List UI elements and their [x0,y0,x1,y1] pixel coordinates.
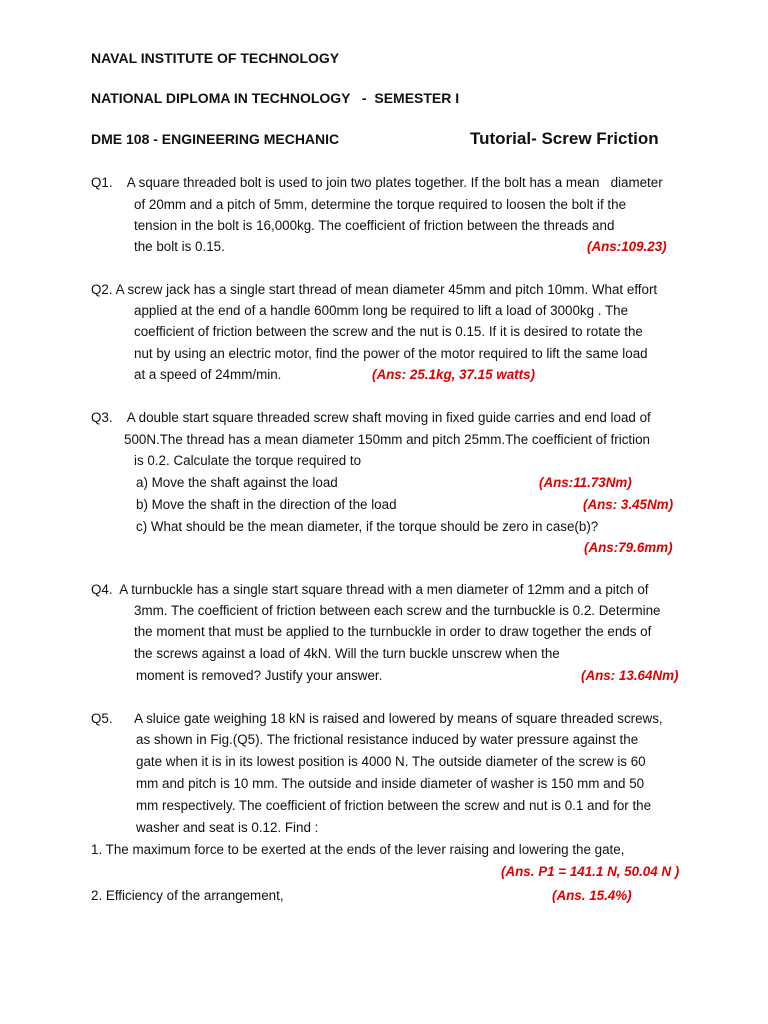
q5-part-2: 2. Efficiency of the arrangement, [91,888,284,903]
q4-line-1: Q4. A turnbuckle has a single start square thread with a men diameter of 12mm and a pitch of [91,582,649,597]
q3-part-a: a) Move the shaft against the load [136,475,338,490]
q3-line-2: 500N.The thread has a mean diameter 150mm and pitch 25mm.The coefficient of friction [124,432,650,447]
q5-line-6: washer and seat is 0.12. Find : [136,820,319,835]
q3-part-b: b) Move the shaft in the direction of the load [136,497,397,512]
q5-part-1-answer: (Ans. P1 = 141.1 N, 50.04 N ) [501,864,680,879]
q1-line-2: of 20mm and a pitch of 5mm, determine the torque required to loosen the bolt if the [134,197,627,212]
q1-line-4: the bolt is 0.15. [134,239,225,254]
q2-answer: (Ans: 25.1kg, 37.15 watts) [372,367,535,382]
program-heading: NATIONAL DIPLOMA IN TECHNOLOGY - SEMESTER I [91,90,460,106]
q5-line-4: mm and pitch is 10 mm. The outside and inside diameter of washer is 150 mm and 50 [136,776,645,791]
q4-line-2: 3mm. The coefficient of friction between each screw and the turnbuckle is 0.2. Determine [134,603,661,618]
q5-line-5: mm respectively. The coefficient of friction between the screw and nut is 0.1 and for the [136,798,652,813]
q4-line-3: the moment that must be applied to the turnbuckle in order to draw together the ends of [134,624,652,639]
q3-part-c-answer: (Ans:79.6mm) [584,540,673,555]
q4-answer: (Ans: 13.64Nm) [581,668,679,683]
q5-part-1: 1. The maximum force to be exerted at the ends of the lever raising and lowering the gate, [91,842,625,857]
tutorial-title: Tutorial- Screw Friction [470,129,659,148]
q2-line-3: coefficient of friction between the screw and the nut is 0.15. If it is desired to rotate the [134,324,643,339]
q4-line-5: moment is removed? Justify your answer. [136,668,383,683]
q2-line-1: Q2. A screw jack has a single start thread of mean diameter 45mm and pitch 10mm. What effort [91,282,658,297]
course-heading: DME 108 - ENGINEERING MECHANIC [91,131,340,147]
q5-part-2-answer: (Ans. 15.4%) [552,888,632,903]
q3-line-3: is 0.2. Calculate the torque required to [134,453,362,468]
q5-line-1: Q5. A sluice gate weighing 18 kN is raised and lowered by means of square threaded screws, [91,711,663,726]
institute-heading: NAVAL INSTITUTE OF TECHNOLOGY [91,50,340,66]
q5-line-3: gate when it is in its lowest position is 4000 N. The outside diameter of the screw is 60 [136,754,646,769]
q1-answer: (Ans:109.23) [587,239,667,254]
q5-line-2: as shown in Fig.(Q5). The frictional resistance induced by water pressure against the [136,732,639,747]
q3-part-a-answer: (Ans:11.73Nm) [539,475,632,490]
q2-line-4: nut by using an electric motor, find the power of the motor required to lift the same load [134,346,648,361]
q4-line-4: the screws against a load of 4kN. Will the turn buckle unscrew when the [134,646,560,661]
q1-line-3: tension in the bolt is 16,000kg. The coefficient of friction between the threads and [134,218,615,233]
q3-line-1: Q3. A double start square threaded screw shaft moving in fixed guide carries and end load of [91,410,651,425]
q3-part-c: c) What should be the mean diameter, if the torque should be zero in case(b)? [136,519,599,534]
q3-part-b-answer: (Ans: 3.45Nm) [583,497,674,512]
q2-line-5: at a speed of 24mm/min. [134,367,282,382]
q2-line-2: applied at the end of a handle 600mm long be required to lift a load of 3000kg . The [134,303,629,318]
q1-line-1: Q1. A square threaded bolt is used to join two plates together. If the bolt has a mean diameter [91,175,663,190]
